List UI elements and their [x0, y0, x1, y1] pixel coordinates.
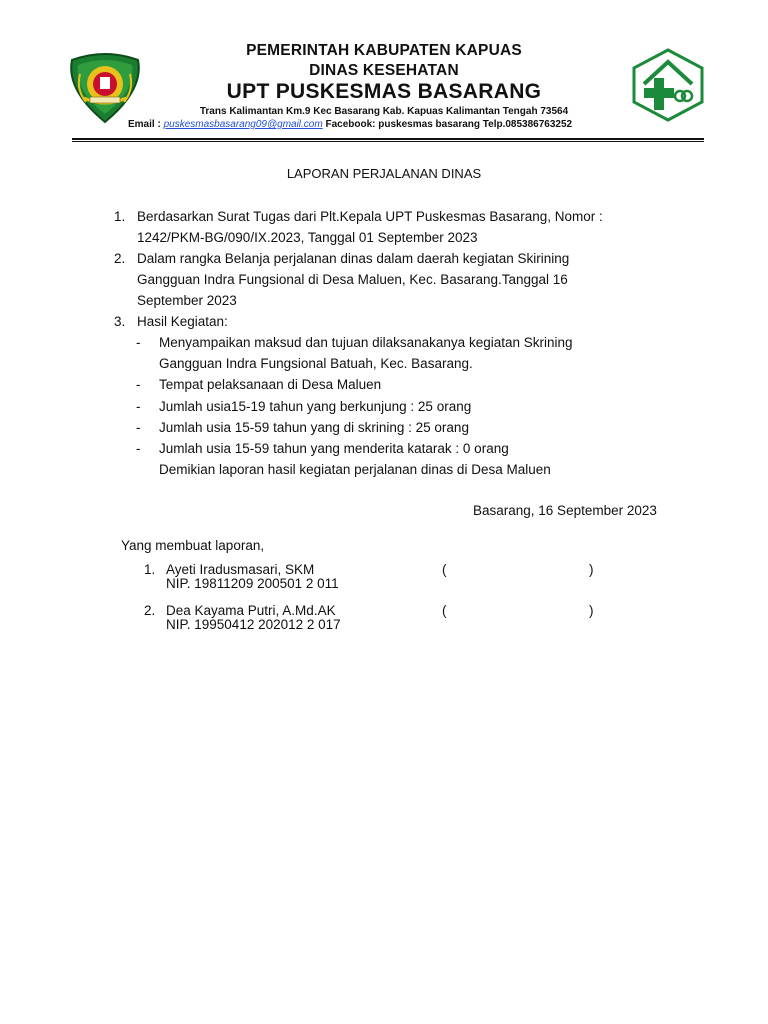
closing-statement: Demikian laporan hasil kegiatan perjalanan dinas di Desa Maluen	[159, 462, 551, 477]
letterhead-agency: DINAS KESEHATAN	[309, 62, 459, 79]
signature-close-paren: )	[589, 562, 594, 577]
signature-close-paren: )	[589, 603, 594, 618]
item-2-line-3: September 2023	[137, 293, 237, 308]
item-1-line-2: 1242/PKM-BG/090/IX.2023, Tanggal 01 September 2023	[137, 230, 478, 245]
result-1-line-2: Gangguan Indra Fungsional Batuah, Kec. Basarang.	[159, 356, 473, 371]
result-dash: -	[136, 420, 141, 435]
result-1-line-1: Menyampaikan maksud dan tujuan dilaksanakanya kegiatan Skrining	[159, 335, 573, 350]
item-number: 1.	[114, 209, 126, 224]
letterhead-address: Trans Kalimantan Km.9 Kec Basarang Kab. Kapuas Kalimantan Tengah 73564	[199, 106, 569, 117]
signer-name: Dea Kayama Putri, A.Md.AK	[166, 603, 336, 618]
email-label: Email :	[128, 119, 161, 130]
letterhead-contact	[128, 119, 572, 130]
signer-nip: NIP. 19811209 200501 2 011	[166, 576, 339, 591]
signer-number: 1.	[144, 562, 156, 577]
item-1-line-1: Berdasarkan Surat Tugas dari Plt.Kepala UPT Puskesmas Basarang, Nomor :	[137, 209, 603, 224]
email-link[interactable]: puskesmasbasarang09@gmail.com	[163, 119, 323, 130]
result-dash: -	[136, 377, 141, 392]
item-2-line-2: Gangguan Indra Fungsional di Desa Maluen, Kec. Basarang.Tanggal 16	[137, 272, 568, 287]
signer-nip: NIP. 19950412 202012 2 017	[166, 617, 341, 632]
signature-open-paren: (	[442, 562, 447, 577]
result-dash: -	[136, 335, 141, 350]
document-title: LAPORAN PERJALANAN DINAS	[286, 166, 482, 181]
result-4: Jumlah usia 15-59 tahun yang di skrining : 25 orang	[159, 420, 469, 435]
made-by-label: Yang membuat laporan,	[121, 538, 265, 553]
contact-rest: Facebook: puskesmas basarang Telp.085386763252	[325, 119, 573, 130]
item-number: 2.	[114, 251, 126, 266]
letterhead-rule-thick	[72, 138, 704, 140]
result-5: Jumlah usia 15-59 tahun yang menderita katarak : 0 orang	[159, 441, 509, 456]
result-2: Tempat pelaksanaan di Desa Maluen	[159, 377, 382, 392]
letterhead-rule-thin	[72, 141, 704, 142]
result-3: Jumlah usia15-19 tahun yang berkunjung : 25 orang	[159, 399, 472, 414]
place-date: Basarang, 16 September 2023	[473, 503, 657, 518]
item-3-line-1: Hasil Kegiatan:	[137, 314, 228, 329]
result-dash: -	[136, 399, 141, 414]
letterhead-government: PEMERINTAH KABUPATEN KAPUAS	[246, 42, 522, 59]
signer-name: Ayeti Iradusmasari, SKM	[166, 562, 315, 577]
result-dash: -	[136, 441, 141, 456]
signer-number: 2.	[144, 603, 156, 618]
item-number: 3.	[114, 314, 126, 329]
item-2-line-1: Dalam rangka Belanja perjalanan dinas dalam daerah kegiatan Skirining	[137, 251, 570, 266]
letterhead-institution: UPT PUSKESMAS BASARANG	[226, 80, 542, 103]
signature-open-paren: (	[442, 603, 447, 618]
